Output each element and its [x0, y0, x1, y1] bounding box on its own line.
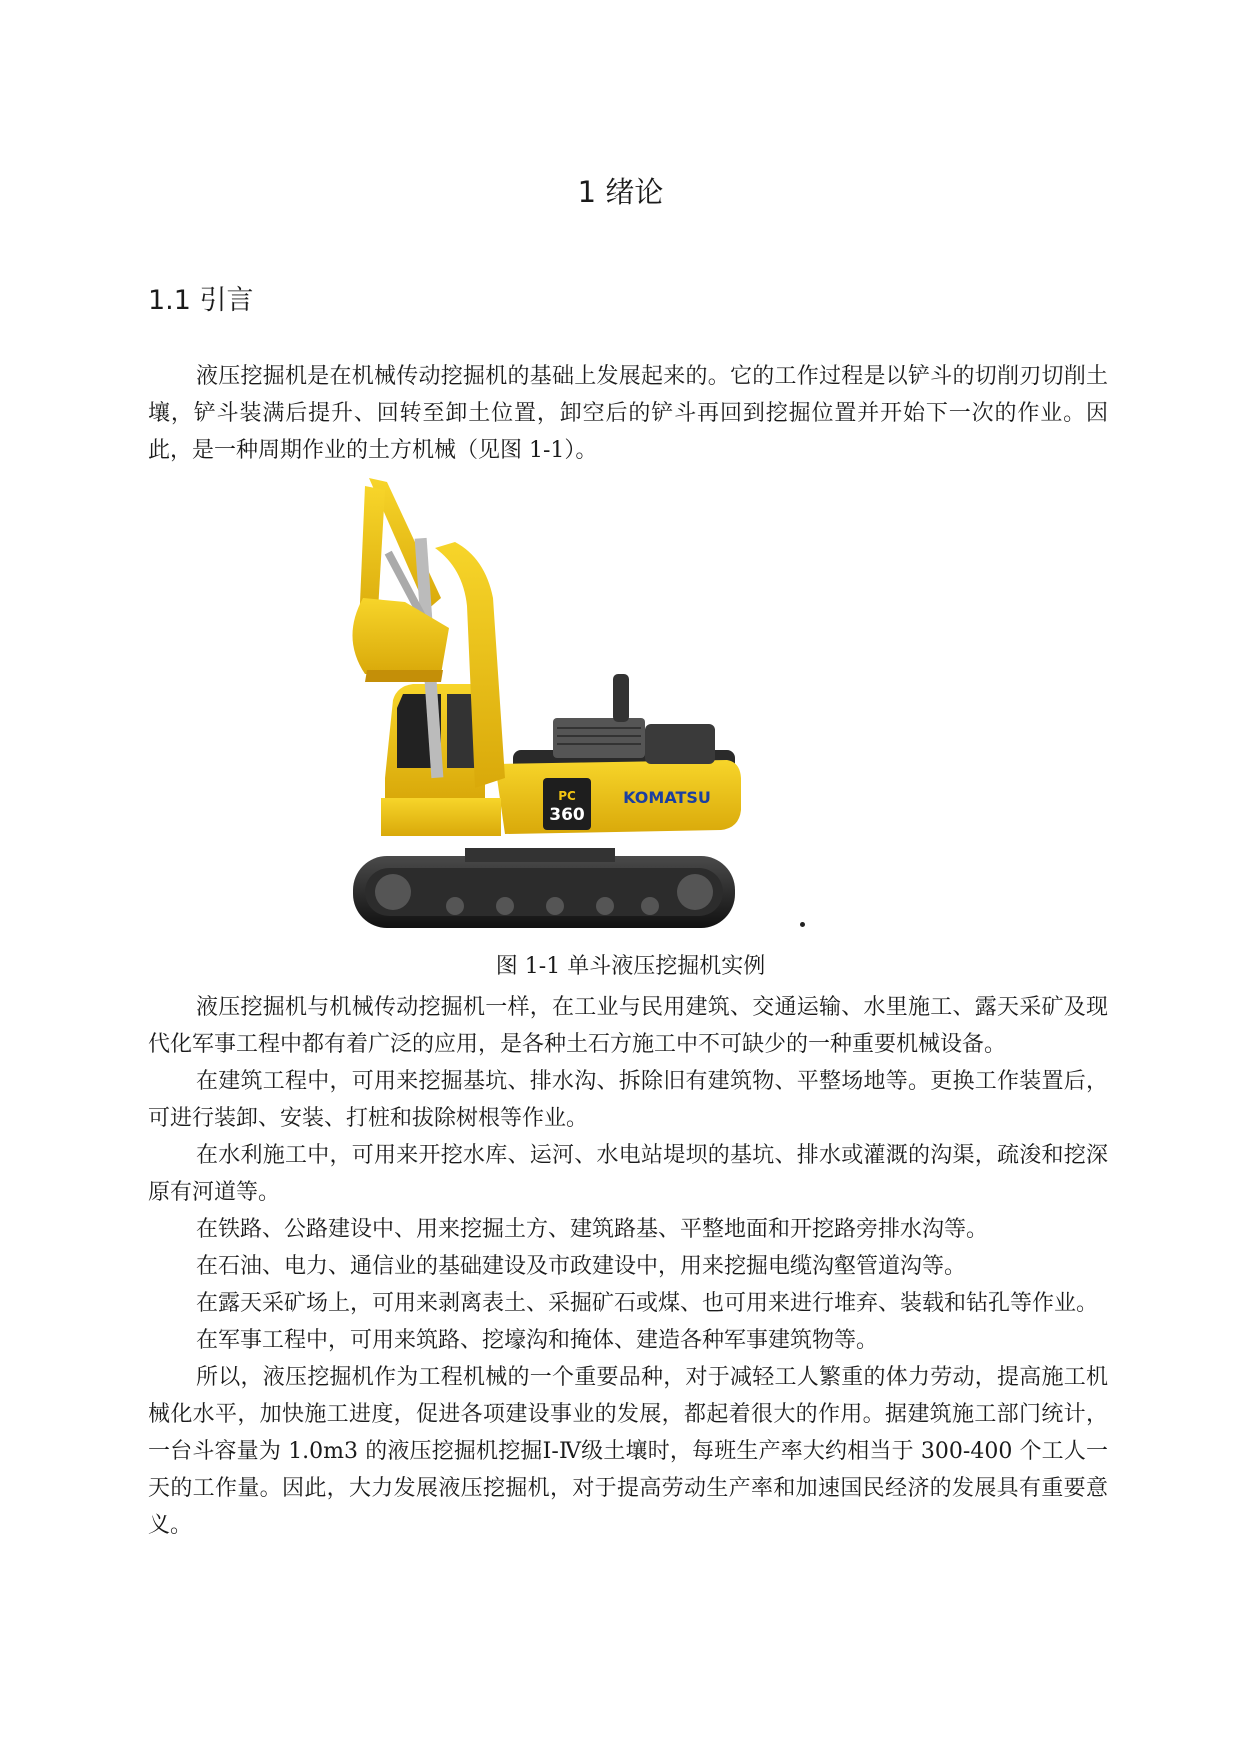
stray-mark — [800, 922, 805, 927]
model-label-line1: PC — [558, 789, 576, 803]
section-title: 1.1 引言 — [148, 285, 254, 316]
body-paragraph: 在水利施工中，可用来开挖水库、运河、水电站堤坝的基坑、排水或灌溉的沟渠，疏浚和挖深原有河道等。 — [148, 1143, 1108, 1205]
body-paragraph: 液压挖掘机与机械传动挖掘机一样，在工业与民用建筑、交通运输、水里施工、露天采矿及现代化军事工程中都有着广泛的应用，是各种土石方施工中不可缺少的一种重要机械设备。 — [148, 995, 1108, 1057]
chapter-title: 1 绪论 — [577, 175, 664, 209]
bucket — [352, 598, 449, 682]
intro-paragraph: 液压挖掘机是在机械传动挖掘机的基础上发展起来的。它的工作过程是以铲斗的切削刃切削土壤，铲斗装满后提升、回转至卸土位置，卸空后的铲斗再回到挖掘位置并开始下一次的作业。因此，是一种周期作业的土方机械（见图 1-1）。 — [148, 364, 1108, 463]
body-paragraph: 在军事工程中，可用来筑路、挖壕沟和掩体、建造各种军事建筑物等。 — [196, 1328, 879, 1353]
body-paragraph: 在石油、电力、通信业的基础建设及市政建设中，用来挖掘电缆沟壑管道沟等。 — [196, 1254, 967, 1279]
body-text — [148, 989, 1108, 1544]
body-paragraph: 在露天采矿场上，可用来剥离表土、采掘矿石或煤、也可用来进行堆弃、装载和钻孔等作业。 — [196, 1291, 1099, 1316]
model-label-line2: 360 — [549, 805, 585, 825]
brand-logo: KOMATSU — [623, 788, 711, 807]
track-assembly — [353, 848, 735, 928]
body-paragraph: 在建筑工程中，可用来挖掘基坑、排水沟、拆除旧有建筑物、平整场地等。更换工作装置后，可进行装卸、安装、打桩和拔除树根等作业。 — [148, 1069, 1108, 1131]
body-paragraph: 在铁路、公路建设中、用来挖掘土方、建筑路基、平整地面和开挖路旁排水沟等。 — [196, 1217, 989, 1242]
excavator-figure — [345, 478, 785, 933]
excavator-image — [345, 478, 785, 933]
figure-caption: 图 1-1 单斗液压挖掘机实例 — [495, 954, 766, 979]
upper-structure — [495, 674, 741, 834]
body-paragraph: 所以，液压挖掘机作为工程机械的一个重要品种，对于减轻工人繁重的体力劳动，提高施工机械化水平，加快施工进度，促进各项建设事业的发展，都起着很大的作用。据建筑施工部门统计，一台斗容量为 1.0m3 的液压挖掘机挖掘Ⅰ-Ⅳ级土壤时，每班生产率大约相当于 300-400 个工人一天的工作量。因此，大力发展液压挖掘机，对于提高劳动生产率和加速国民经济的发展具有重要意义。 — [148, 1365, 1108, 1538]
